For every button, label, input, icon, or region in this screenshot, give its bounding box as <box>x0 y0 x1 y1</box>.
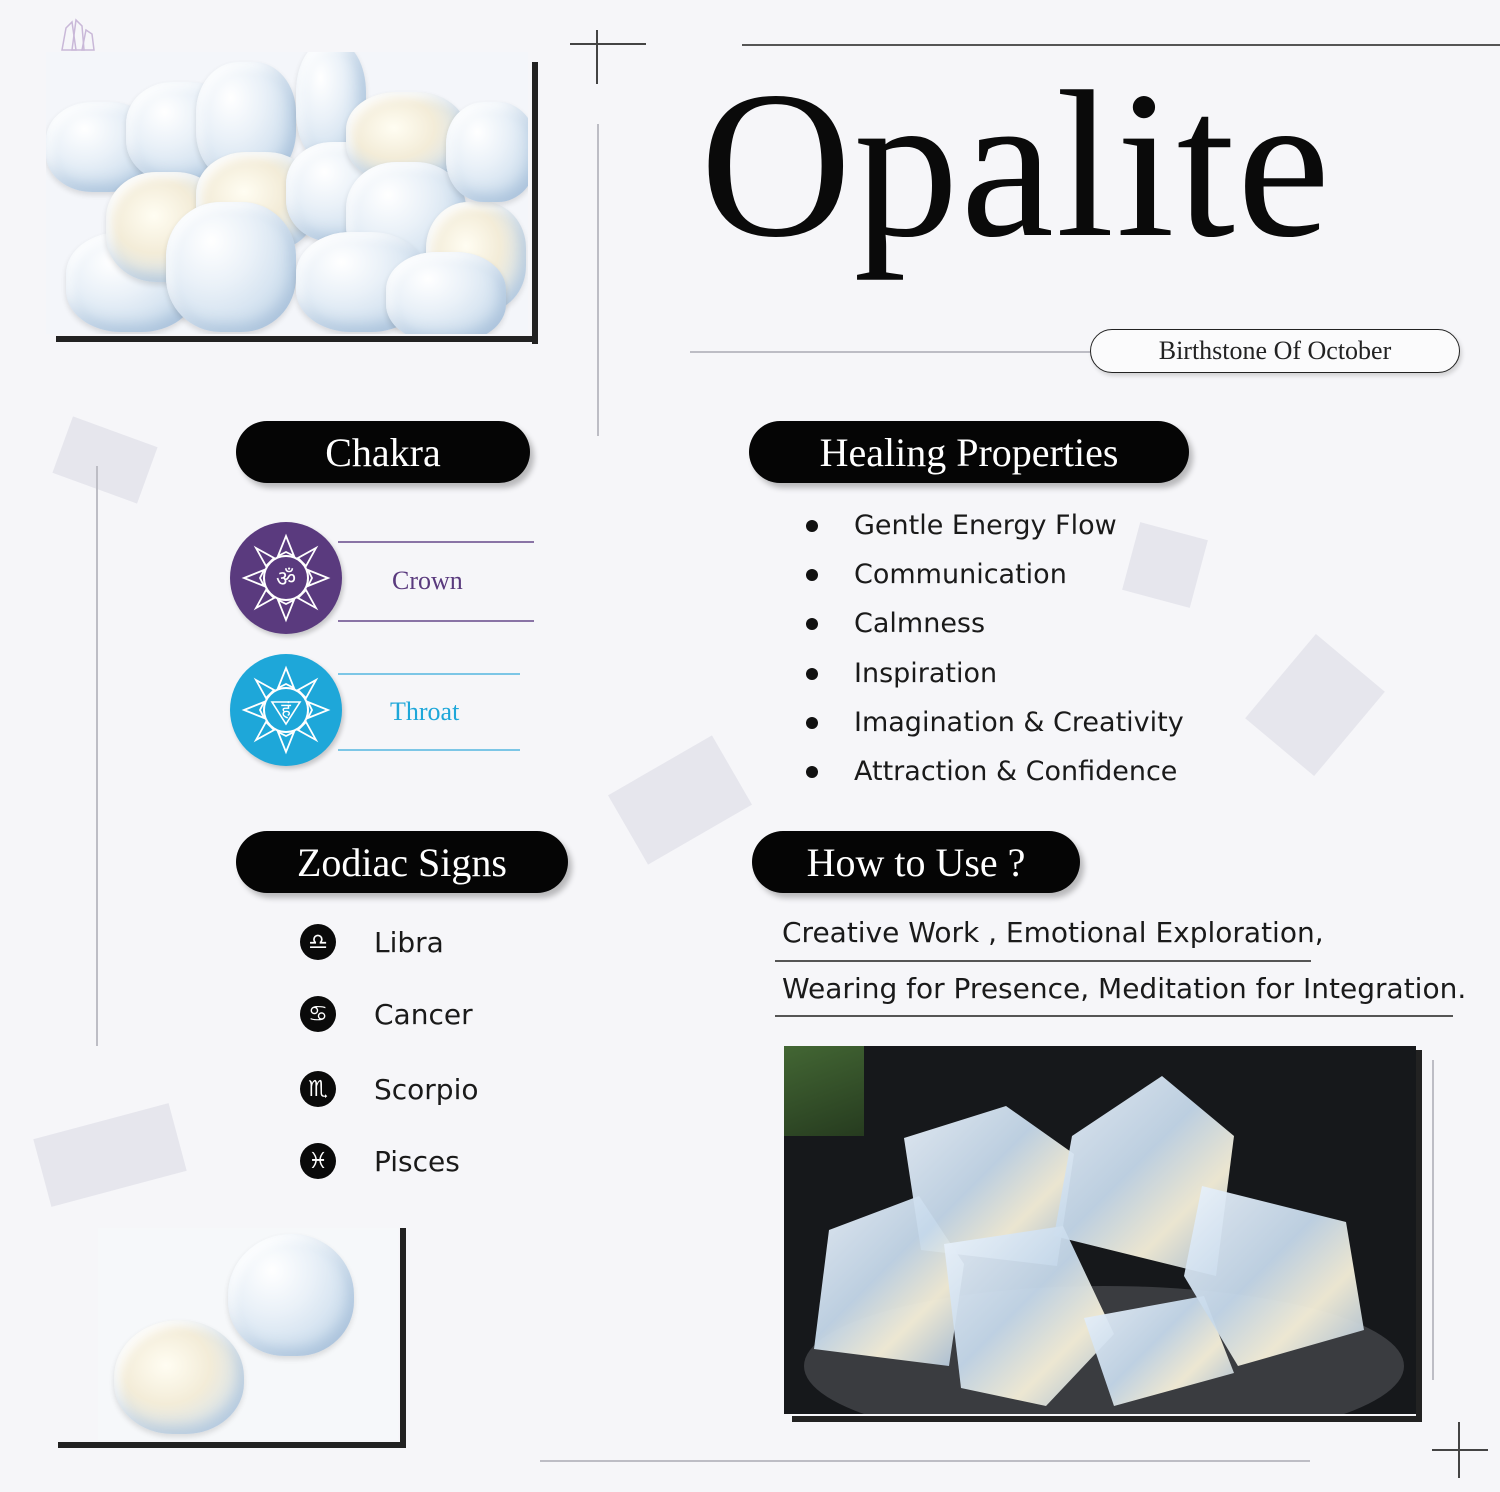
divider-line <box>96 466 98 1046</box>
pisces-icon: ♓ <box>300 1143 336 1179</box>
healing-item-label: Gentle Energy Flow <box>854 510 1117 541</box>
divider-line <box>1432 1060 1434 1380</box>
chakra-rule <box>338 673 520 675</box>
crown-chakra-icon <box>230 522 342 634</box>
how-to-use-line: Creative Work , Emotional Exploration, <box>782 916 1324 949</box>
healing-item <box>806 510 1117 541</box>
underline-rule <box>775 1015 1453 1017</box>
zodiac-label: Libra <box>374 925 444 959</box>
divider-line <box>690 351 1090 353</box>
zodiac-item <box>300 996 473 1032</box>
cancer-icon: ♋ <box>300 996 336 1032</box>
zodiac-item <box>300 1143 460 1179</box>
photo-frame-line <box>1416 1050 1422 1422</box>
healing-item-label: Calmness <box>854 608 986 639</box>
how-to-use-line: Wearing for Presence, Meditation for Integration. <box>782 972 1467 1005</box>
healing-item-label: Attraction & Confidence <box>854 756 1178 787</box>
divider-line <box>742 44 1500 46</box>
zodiac-label: Cancer <box>374 997 473 1031</box>
zodiac-item <box>300 924 444 960</box>
zodiac-label: Scorpio <box>374 1072 479 1106</box>
birthstone-badge: Birthstone Of October <box>1090 329 1460 373</box>
photo-frame-line <box>792 1416 1422 1422</box>
background-shard <box>608 735 752 864</box>
bullet-icon <box>806 668 818 680</box>
healing-item-label: Imagination & Creativity <box>854 707 1184 738</box>
divider-line <box>1432 1449 1488 1451</box>
chakra-heading: Chakra <box>236 421 530 483</box>
healing-item <box>806 608 985 639</box>
background-shard <box>52 416 157 503</box>
libra-icon: ♎ <box>300 924 336 960</box>
background-shard <box>33 1103 186 1207</box>
divider-line <box>596 30 598 84</box>
healing-item <box>806 559 1067 590</box>
healing-item <box>806 756 1177 787</box>
bullet-icon <box>806 618 818 630</box>
throat-chakra-symbol: हं <box>281 700 291 721</box>
healing-item <box>806 658 997 689</box>
how-to-use-heading: How to Use ? <box>752 831 1080 893</box>
opalite-heart-stones-photo <box>98 1228 398 1440</box>
zodiac-label: Pisces <box>374 1144 460 1178</box>
divider-line <box>540 1460 1310 1462</box>
chakra-label-throat: Throat <box>390 697 460 726</box>
healing-item-label: Inspiration <box>854 658 998 689</box>
throat-chakra-icon <box>230 654 342 766</box>
divider-line <box>570 43 646 45</box>
rough-opalite-photo <box>784 1046 1416 1414</box>
underline-rule <box>775 960 1311 962</box>
opalite-tumbled-stones-photo <box>46 52 528 334</box>
bullet-icon <box>806 520 818 532</box>
healing-properties-heading: Healing Properties <box>749 421 1189 483</box>
background-shard <box>1245 634 1385 776</box>
bullet-icon <box>806 569 818 581</box>
scorpio-icon: ♏ <box>300 1071 336 1107</box>
crown-chakra-symbol: ॐ <box>275 567 297 592</box>
bullet-icon <box>806 766 818 778</box>
page-title: Opalite <box>700 49 1333 281</box>
chakra-label-crown: Crown <box>392 566 463 595</box>
crystal-logo-icon <box>54 16 98 52</box>
zodiac-item <box>300 1071 479 1107</box>
photo-frame-line <box>400 1228 406 1448</box>
healing-item <box>806 707 1184 738</box>
bullet-icon <box>806 717 818 729</box>
chakra-rule <box>338 541 534 543</box>
zodiac-signs-heading: Zodiac Signs <box>236 831 568 893</box>
divider-line <box>597 124 599 436</box>
chakra-rule <box>338 749 520 751</box>
background-shard <box>1122 522 1208 608</box>
chakra-rule <box>338 620 534 622</box>
photo-frame-line <box>58 1442 406 1448</box>
healing-item-label: Communication <box>854 559 1067 590</box>
photo-frame-line <box>532 62 538 344</box>
photo-frame-line <box>56 336 538 342</box>
